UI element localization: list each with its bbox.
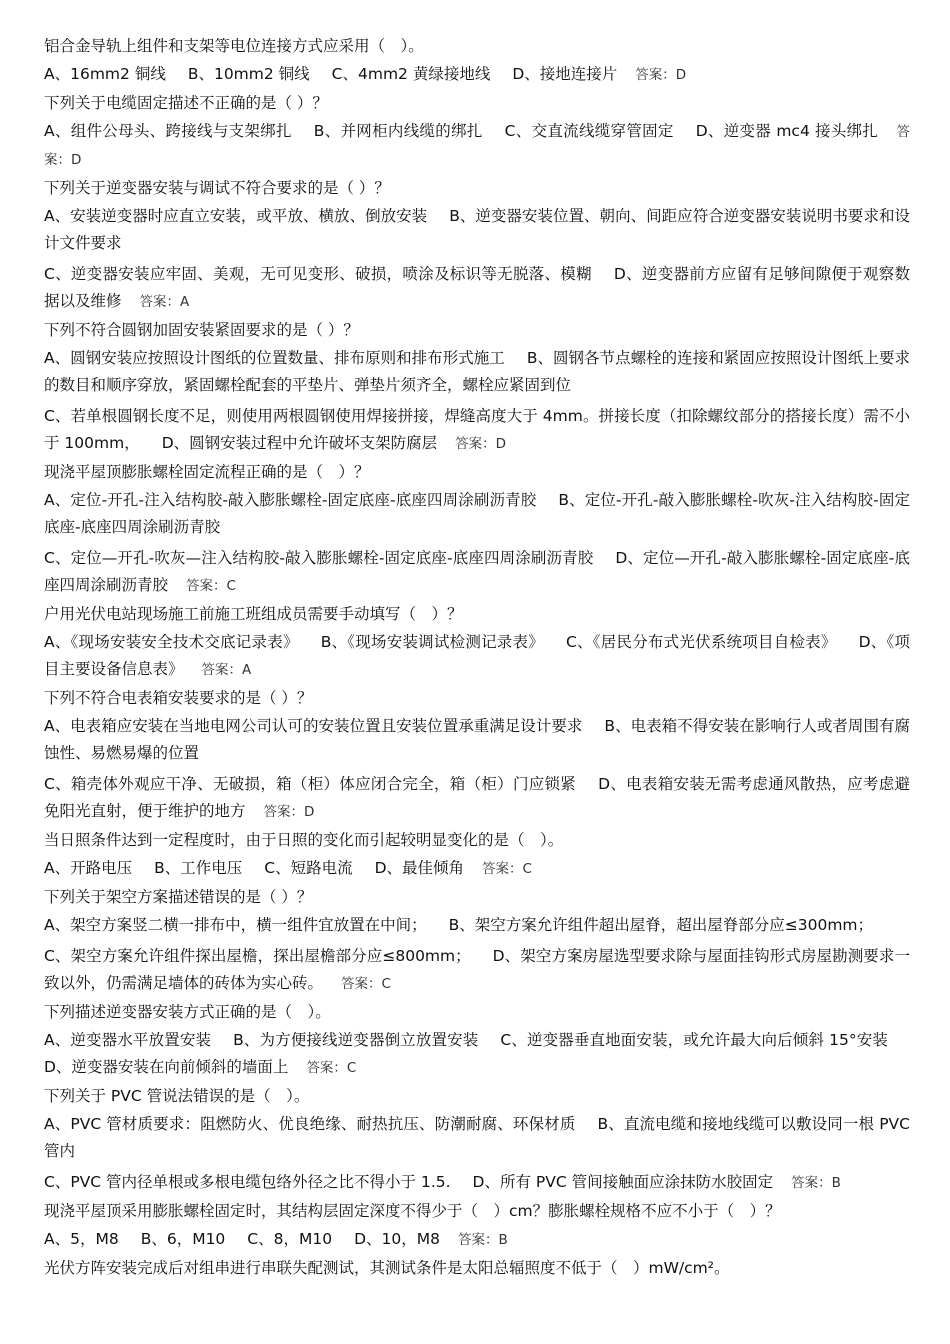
option-text: C、逆变器安装应牢固、美观，无可见变形、破损，喷涂及标识等无脱落、模糊: [44, 265, 592, 283]
question-text: 光伏方阵安装完成后对组串进行串联失配测试，其测试条件是太阳总辐照度不低于（ ）mW/cm²。: [44, 1259, 730, 1277]
option-text: D、架空方案房屋选型要求除与屋面挂钩形式房屋勘测要求一致以外，仍需满足墙体的砖体为实心砖。: [44, 947, 910, 992]
option-text: D、电表箱安装无需考虑通风散热，应考虑避免阳光直射，便于维护的地方: [44, 775, 911, 820]
option-text: C、箱壳体外观应干净、无破损，箱（柜）体应闭合完全，箱（柜）门应锁紧: [44, 775, 577, 793]
answer-label: 答案：D: [44, 124, 910, 168]
answer-label: 答案：C: [186, 578, 236, 594]
option-text: C、《居民分布式光伏系统项目自检表》: [565, 633, 837, 651]
option-text: C、若单根圆钢长度不足，则使用两根圆钢使用焊接拼接，焊缝高度大于 4mm。拼接长度（扣除螺纹部分的搭接长度）需不小于 100mm，: [44, 407, 910, 452]
options-paragraph: [44, 943, 910, 998]
answer-label: 答案：C: [341, 976, 391, 992]
option-text: A、安装逆变器时应直立安装，或平放、横放、倒放安装: [44, 207, 428, 225]
question-text: 下列关于逆变器安装与调试不符合要求的是（ ）？: [44, 179, 390, 197]
answer-label: 答案：C: [482, 861, 532, 877]
question-text: 下列关于 PVC 管说法错误的是（ ）。: [44, 1087, 310, 1105]
option-text: B、《现场安装调试检测记录表》: [320, 633, 544, 651]
options-paragraph: [44, 261, 910, 316]
option-text: B、定位-开孔-敲入膨胀螺栓-吹灰-注入结构胶-固定底座-底座四周涂刷沥青胶: [44, 491, 910, 536]
options-paragraph: [44, 1111, 910, 1165]
options-paragraph: [44, 855, 910, 883]
question-text: 现浇平屋顶采用膨胀螺栓固定时，其结构层固定深度不得少于（ ）cm？膨胀螺栓规格不应不小于（ ）？: [44, 1202, 781, 1220]
option-text: A、PVC 管材质要求：阻燃防火、优良绝缘、耐热抗压、防潮耐腐、环保材质: [44, 1115, 576, 1133]
option-text: C、短路电流: [264, 859, 353, 877]
answer-label: 答案：A: [201, 662, 252, 678]
option-text: D、逆变器前方应留有足够间隙便于观察数据以及维修: [44, 265, 911, 310]
option-text: C、交直流线缆穿管固定: [504, 122, 674, 140]
option-text: D、定位—开孔-敲入膨胀螺栓-固定底座-底座四周涂刷沥青胶: [44, 549, 911, 594]
answer-label: 答案：C: [306, 1060, 357, 1076]
option-text: C、PVC 管内径单根或多根电缆包络外径之比不得小于 1.5.: [44, 1173, 451, 1191]
option-text: C、定位—开孔-吹灰—注入结构胶-敲入膨胀螺栓-固定底座-底座四周涂刷沥青胶: [44, 549, 594, 567]
question-text: 下列关于架空方案描述错误的是（ ）？: [44, 888, 313, 906]
option-text: A、架空方案竖二横一排布中，横一组件宜放置在中间；: [44, 916, 427, 934]
option-text: D、10，M8: [354, 1230, 440, 1248]
answer-label: 答案：D: [635, 67, 687, 83]
option-text: B、并网柜内线缆的绑扎: [313, 122, 483, 140]
option-text: B、6，M10: [140, 1230, 226, 1248]
option-text: A、逆变器水平放置安装: [44, 1031, 212, 1049]
document-page: [44, 32, 910, 1282]
option-text: D、接地连接片: [512, 65, 618, 83]
option-text: A、圆钢安装应按照设计图纸的位置数量、排布原则和排布形式施工: [44, 349, 505, 367]
option-text: A、开路电压: [44, 859, 133, 877]
options-paragraph: [44, 203, 910, 257]
option-text: A、定位-开孔-注入结构胶-敲入膨胀螺栓-固定底座-底座四周涂刷沥青胶: [44, 491, 537, 509]
option-text: B、工作电压: [154, 859, 243, 877]
options-paragraph: [44, 403, 910, 458]
question-text: 下列不符合圆钢加固安装紧固要求的是（ ）？: [44, 321, 359, 339]
options-paragraph: [44, 545, 910, 600]
options-paragraph: [44, 771, 910, 826]
option-text: D、逆变器安装在向前倾斜的墙面上: [44, 1058, 289, 1076]
option-text: D、所有 PVC 管间接触面应涂抹防水胶固定: [472, 1173, 774, 1191]
option-text: B、架空方案允许组件超出屋脊，超出屋脊部分应≤300mm；: [448, 916, 874, 934]
options-paragraph: [44, 118, 910, 174]
options-paragraph: [44, 1169, 910, 1197]
answer-label: 答案：B: [457, 1232, 508, 1248]
question-text: 下列不符合电表箱安装要求的是（ ）？: [44, 689, 313, 707]
option-text: A、组件公母头、跨接线与支架绑扎: [44, 122, 292, 140]
question-text: 户用光伏电站现场施工前施工班组成员需要手动填写（ ）？: [44, 605, 463, 623]
option-text: A、《现场安装安全技术交底记录表》: [44, 633, 299, 651]
question-text: 现浇平屋顶膨胀螺栓固定流程正确的是（ ）？: [44, 463, 370, 481]
option-text: D、最佳倾角: [374, 859, 465, 877]
option-text: B、10mm2 铜线: [187, 65, 310, 83]
option-text: A、16mm2 铜线: [44, 65, 166, 83]
option-text: A、电表箱应安装在当地电网公司认可的安装位置且安装位置承重满足设计要求: [44, 717, 583, 735]
options-paragraph: [44, 629, 910, 684]
options-paragraph: [44, 912, 910, 939]
answer-label: 答案：D: [455, 436, 507, 452]
option-text: B、为方便接线逆变器倒立放置安装: [233, 1031, 479, 1049]
option-text: D、逆变器 mc4 接头绑扎: [695, 122, 879, 140]
option-text: D、圆钢安装过程中允许破坏支架防腐层: [161, 434, 438, 452]
answer-label: 答案：B: [791, 1175, 841, 1191]
option-text: C、逆变器垂直地面安装，或允许最大向后倾斜 15°安装: [500, 1031, 888, 1049]
option-text: B、圆钢各节点螺栓的连接和紧固应按照设计图纸上要求的数目和顺序穿放，紧固螺栓配套的平垫片、弹垫片须齐全，螺栓应紧固到位: [44, 349, 911, 394]
option-text: C、4mm2 黄绿接地线: [331, 65, 491, 83]
option-text: B、直流电缆和接地线缆可以敷设同一根 PVC 管内: [44, 1115, 910, 1160]
answer-label: 答案：D: [263, 804, 315, 820]
options-paragraph: [44, 345, 910, 399]
option-text: A、5，M8: [44, 1230, 119, 1248]
options-paragraph: [44, 1027, 910, 1082]
option-text: B、电表箱不得安装在影响行人或者周围有腐蚀性、易燃易爆的位置: [44, 717, 910, 762]
options-paragraph: [44, 487, 910, 541]
answer-label: 答案：A: [139, 294, 190, 310]
options-paragraph: [44, 61, 910, 89]
option-text: C、架空方案允许组件探出屋檐，探出屋檐部分应≤800mm；: [44, 947, 471, 965]
question-text: 下列描述逆变器安装方式正确的是（ ）。: [44, 1003, 331, 1021]
question-text: 铝合金导轨上组件和支架等电位连接方式应采用（ ）。: [44, 37, 424, 55]
options-paragraph: [44, 1226, 910, 1254]
option-text: B、逆变器安装位置、朝向、间距应符合逆变器安装说明书要求和设计文件要求: [44, 207, 910, 252]
options-paragraph: [44, 713, 910, 767]
option-text: D、《项目主要设备信息表》: [44, 633, 911, 678]
question-text: 下列关于电缆固定描述不正确的是（ ）？: [44, 94, 328, 112]
question-text: 当日照条件达到一定程度时，由于日照的变化而引起较明显变化的是（ ）。: [44, 831, 564, 849]
option-text: C、8，M10: [247, 1230, 333, 1248]
